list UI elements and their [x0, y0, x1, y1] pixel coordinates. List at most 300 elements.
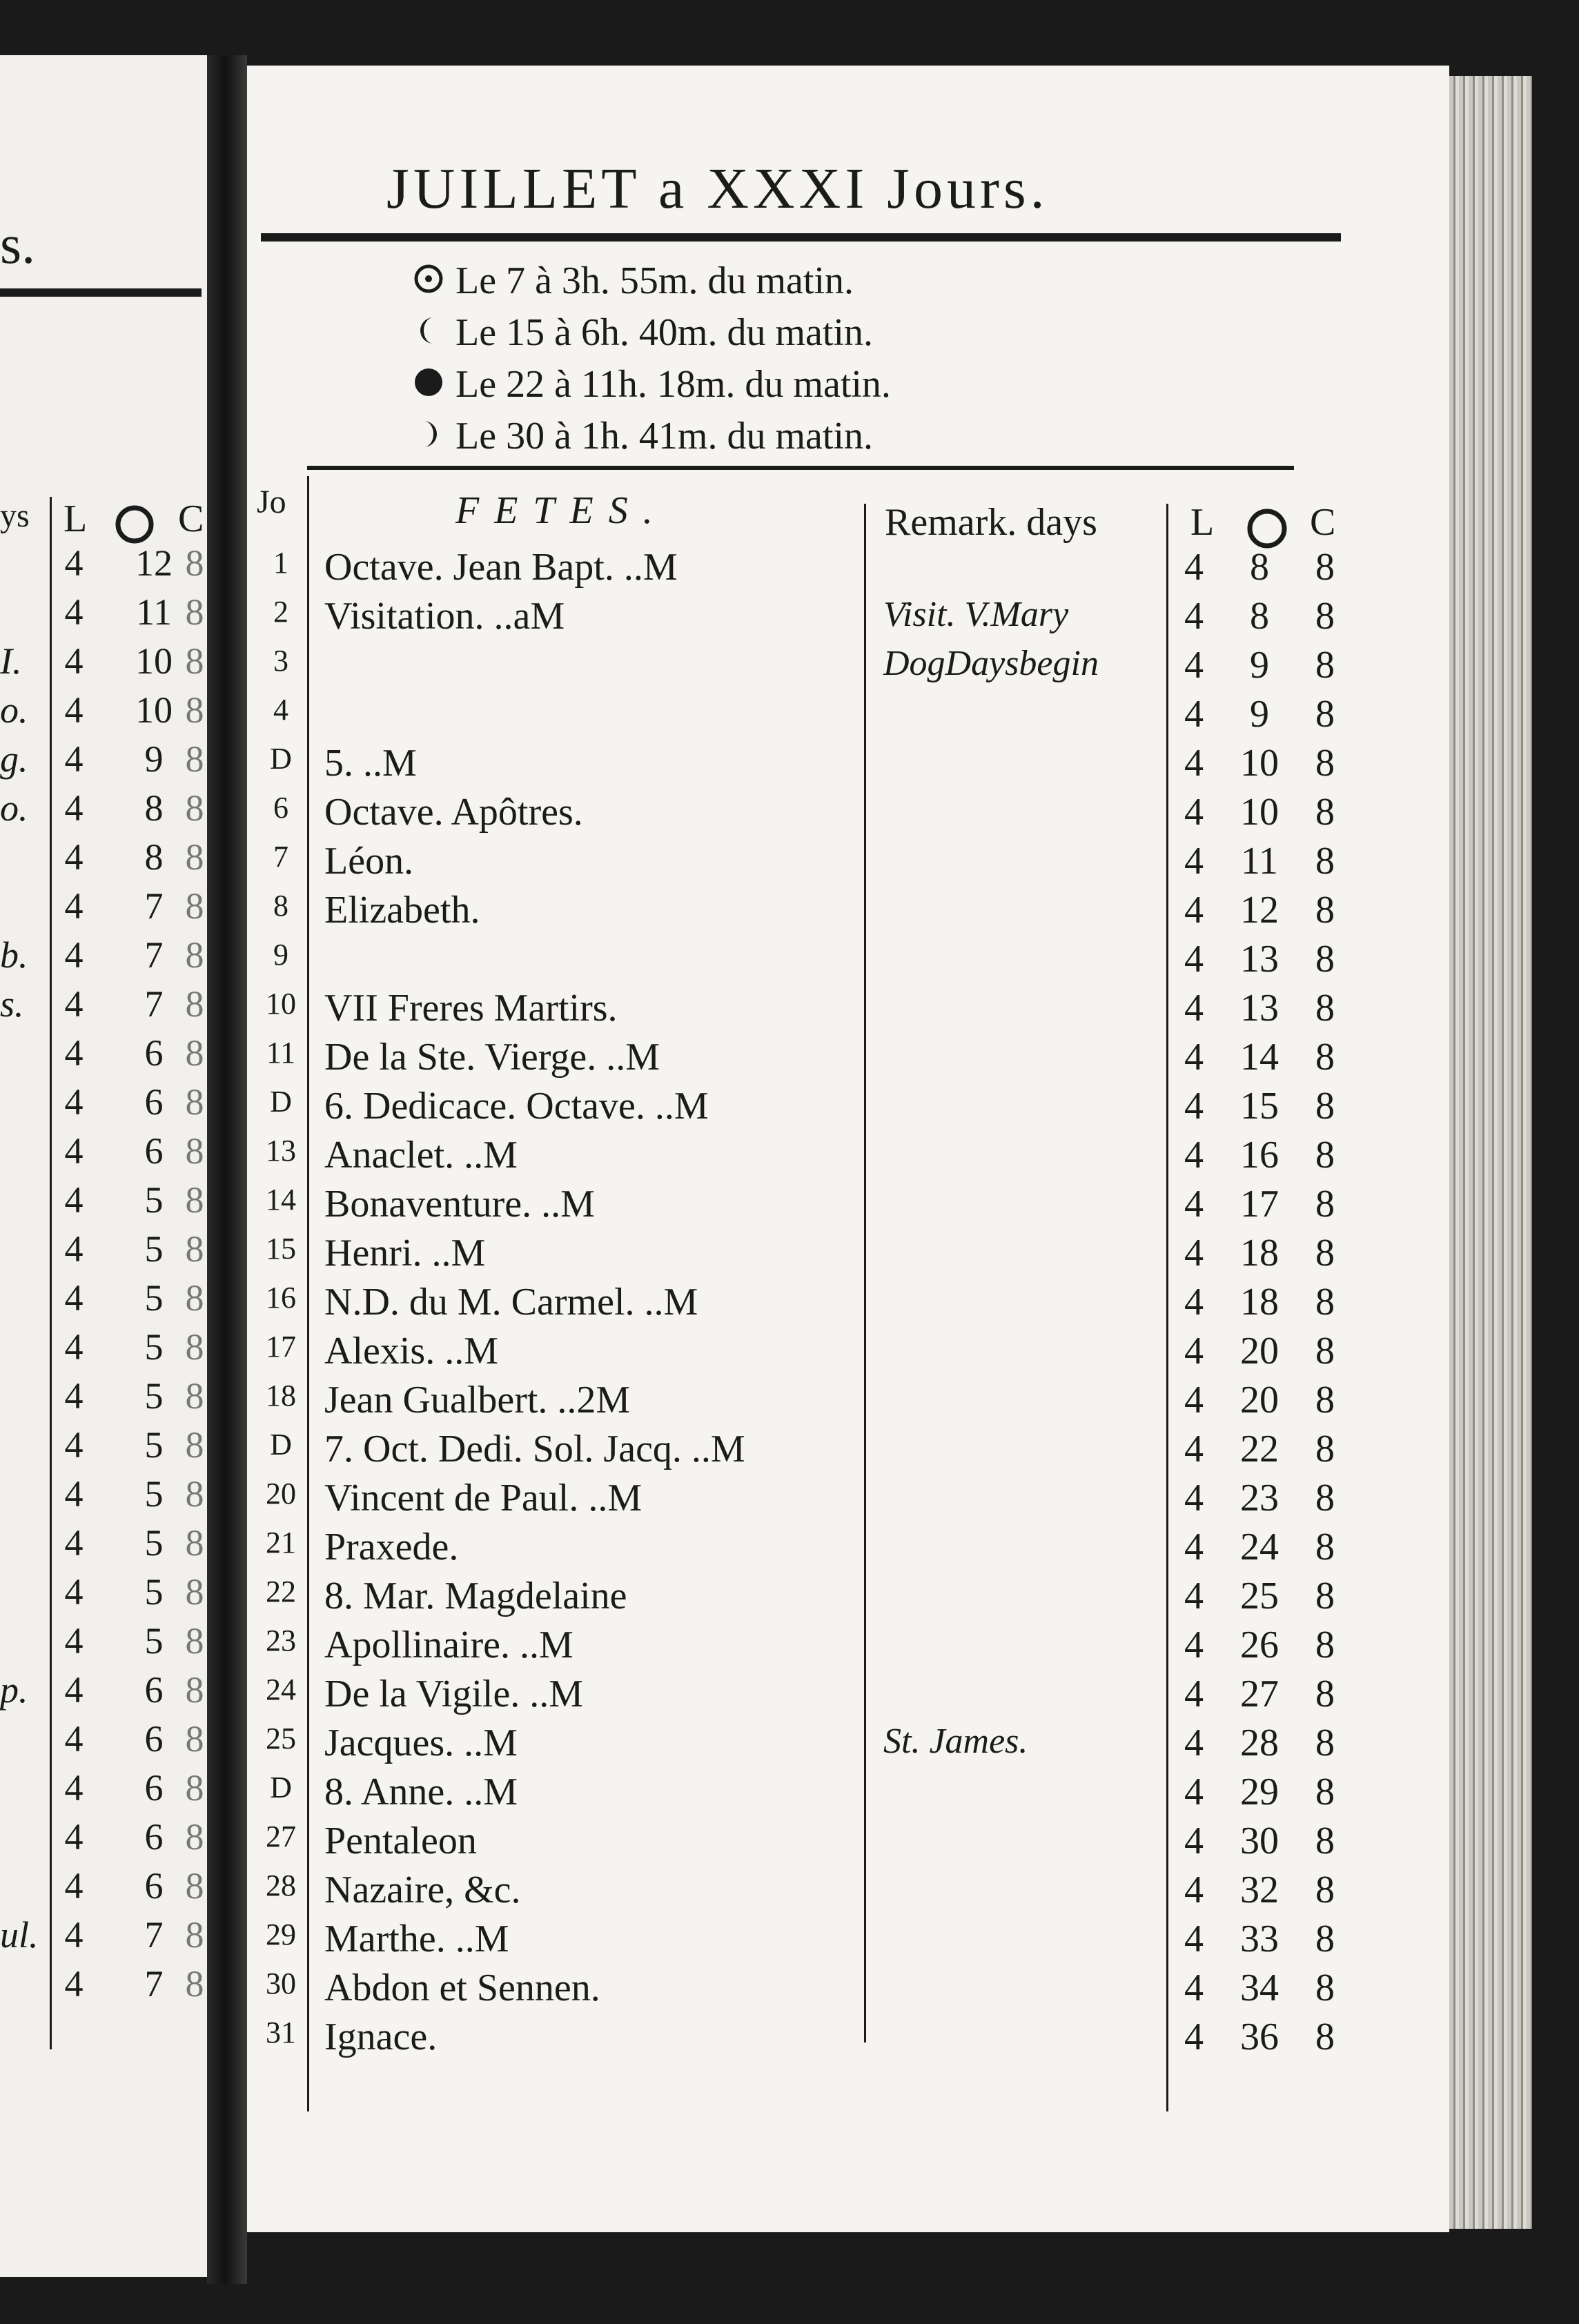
left-coucher-hour: 8	[185, 640, 204, 682]
left-coucher-hour: 8	[185, 1816, 204, 1858]
left-lever-hour: 4	[64, 1179, 84, 1221]
left-days-header: ys	[0, 498, 30, 534]
left-lever-minutes: 6	[144, 1865, 164, 1907]
left-lever-hour: 4	[64, 1914, 84, 1956]
lever-hour: 4	[1184, 1624, 1204, 1666]
feast-name: 7. Oct. Dedi. Sol. Jacq. ..M	[324, 1428, 745, 1470]
day-number: 4	[273, 693, 288, 727]
feast-name: De la Vigile. ..M	[324, 1673, 584, 1715]
day-number: 21	[266, 1526, 296, 1559]
lever-hour: 4	[1184, 1477, 1204, 1519]
lever-minutes: 20	[1240, 1330, 1279, 1372]
left-remark-fragment: I.	[0, 640, 22, 682]
day-number: 27	[266, 1820, 296, 1853]
day-number: 16	[266, 1281, 296, 1314]
header-sun-icon	[1246, 507, 1288, 550]
day-number: 6	[273, 791, 288, 825]
left-remark-fragment: ul.	[0, 1914, 39, 1956]
calendar-row	[0, 1231, 1449, 1279]
left-lever-hour: 4	[64, 1571, 84, 1613]
lever-hour: 4	[1184, 1673, 1204, 1715]
lever-hour: 4	[1184, 1722, 1204, 1764]
left-lever-minutes: 5	[144, 1326, 164, 1368]
left-coucher-hour: 8	[185, 1277, 204, 1319]
calendar-row	[0, 545, 1449, 593]
moon-phase-4-text: Le 30 à 1h. 41m. du matin.	[455, 415, 874, 457]
left-coucher-hour: 8	[185, 1326, 204, 1368]
day-number: 14	[266, 1183, 296, 1217]
lever-hour: 4	[1184, 1379, 1204, 1421]
coucher-hour: 8	[1315, 595, 1335, 638]
lever-hour: 4	[1184, 791, 1204, 834]
lever-minutes: 9	[1250, 693, 1269, 736]
feast-name: 8. Mar. Magdelaine	[324, 1575, 627, 1617]
feast-name: De la Ste. Vierge. ..M	[324, 1036, 660, 1079]
left-lever-minutes: 7	[144, 983, 164, 1025]
calendar-row	[0, 1623, 1449, 1671]
lever-minutes: 30	[1240, 1820, 1279, 1862]
left-coucher-hour: 8	[185, 542, 204, 584]
left-coucher-hour: 8	[185, 1473, 204, 1515]
left-coucher-hour: 8	[185, 1620, 204, 1662]
left-lever-hour: 4	[64, 1963, 84, 2005]
lever-hour: 4	[1184, 1085, 1204, 1127]
calendar-row	[0, 1672, 1449, 1720]
coucher-hour: 8	[1315, 938, 1335, 981]
coucher-hour: 8	[1315, 840, 1335, 883]
lever-minutes: 15	[1240, 1085, 1279, 1127]
left-lever-minutes: 6	[144, 1081, 164, 1123]
coucher-hour: 8	[1315, 644, 1335, 687]
lever-minutes: 18	[1240, 1281, 1279, 1323]
left-lever-hour: 4	[64, 542, 84, 584]
lever-minutes: 16	[1240, 1134, 1279, 1176]
day-number: 24	[266, 1673, 296, 1706]
left-lever-hour: 4	[64, 1375, 84, 1417]
lever-hour: 4	[1184, 1428, 1204, 1470]
left-lever-minutes: 10	[135, 689, 173, 731]
feast-name: Abdon et Sennen.	[324, 1967, 600, 2009]
day-number: 10	[266, 987, 296, 1021]
left-lever-hour: 4	[64, 983, 84, 1025]
moon-phase-2	[455, 311, 873, 355]
lever-minutes: 13	[1240, 987, 1279, 1030]
left-lever-hour: 4	[64, 1424, 84, 1466]
left-lever-minutes: 7	[144, 1914, 164, 1956]
left-lever-minutes: 9	[144, 738, 164, 780]
lever-minutes: 11	[1241, 840, 1278, 883]
first-quarter-icon	[413, 418, 444, 450]
moon-phase-3	[455, 362, 891, 406]
page-edges	[1449, 76, 1532, 2229]
feast-name: Henri. ..M	[324, 1232, 486, 1274]
lever-minutes: 28	[1240, 1722, 1279, 1764]
lever-minutes: 17	[1240, 1183, 1279, 1225]
left-lever-minutes: 8	[144, 836, 164, 878]
feast-name: 6. Dedicace. Octave. ..M	[324, 1085, 709, 1127]
title-rule	[261, 233, 1341, 242]
day-number: 7	[273, 840, 288, 874]
left-lever-minutes: 6	[144, 1130, 164, 1172]
header-fetes: FETES.	[455, 489, 668, 532]
left-remark-fragment: p.	[0, 1669, 28, 1711]
left-remark-fragment: b.	[0, 934, 28, 976]
left-lever-minutes: 6	[144, 1767, 164, 1809]
calendar-row	[0, 790, 1449, 838]
calendar-row	[0, 1868, 1449, 1916]
left-lever-minutes: 5	[144, 1473, 164, 1515]
lever-hour: 4	[1184, 693, 1204, 736]
lever-minutes: 26	[1240, 1624, 1279, 1666]
moon-phase-3-text: Le 22 à 11h. 18m. du matin.	[455, 363, 891, 406]
coucher-hour: 8	[1315, 1967, 1335, 2009]
day-number: 3	[273, 644, 288, 678]
day-number: 1	[273, 546, 288, 580]
calendar-row	[0, 1329, 1449, 1377]
full-moon-icon	[413, 263, 444, 295]
feast-name: Jean Gualbert. ..2M	[324, 1379, 631, 1421]
left-lever-hour: 4	[64, 1816, 84, 1858]
feast-name: VII Freres Martirs.	[324, 987, 618, 1030]
feast-name: N.D. du M. Carmel. ..M	[324, 1281, 698, 1323]
lever-minutes: 22	[1240, 1428, 1279, 1470]
left-lever-hour: 4	[64, 1718, 84, 1760]
day-number: 9	[273, 938, 288, 972]
feast-name: Bonaventure. ..M	[324, 1183, 595, 1225]
left-coucher-hour: 8	[185, 1228, 204, 1270]
lever-hour: 4	[1184, 1869, 1204, 1911]
lever-hour: 4	[1184, 1526, 1204, 1568]
header-C: C	[1310, 501, 1336, 544]
coucher-hour: 8	[1315, 1673, 1335, 1715]
left-coucher-hour: 8	[185, 1767, 204, 1809]
feast-name: 5. ..M	[324, 742, 417, 785]
lever-hour: 4	[1184, 595, 1204, 638]
left-coucher-hour: 8	[185, 787, 204, 829]
left-lever-hour: 4	[64, 1669, 84, 1711]
new-moon-icon	[413, 366, 444, 398]
coucher-hour: 8	[1315, 1575, 1335, 1617]
header-remarks: Remark. days	[885, 501, 1097, 544]
day-number: 25	[266, 1722, 296, 1755]
coucher-hour: 8	[1315, 791, 1335, 834]
calendar-row	[0, 1770, 1449, 1818]
calendar-row	[0, 594, 1449, 642]
left-lever-hour: 4	[64, 689, 84, 731]
lever-hour: 4	[1184, 1771, 1204, 1813]
day-number: 11	[266, 1036, 296, 1070]
day-number: 29	[266, 1918, 296, 1951]
calendar-row	[0, 937, 1449, 985]
left-lever-hour: 4	[64, 1326, 84, 1368]
lever-hour: 4	[1184, 1575, 1204, 1617]
coucher-hour: 8	[1315, 2016, 1335, 2058]
lever-minutes: 13	[1240, 938, 1279, 981]
left-lever-minutes: 7	[144, 1963, 164, 2005]
coucher-hour: 8	[1315, 1232, 1335, 1274]
coucher-hour: 8	[1315, 546, 1335, 589]
feast-name: Ignace.	[324, 2016, 438, 2058]
lever-minutes: 9	[1250, 644, 1269, 687]
left-lever-minutes: 7	[144, 885, 164, 927]
left-coucher-hour: 8	[185, 1130, 204, 1172]
feast-name: Elizabeth.	[324, 889, 480, 932]
left-lever-hour: 4	[64, 1228, 84, 1270]
left-coucher-hour: 8	[185, 1032, 204, 1074]
left-lever-hour: 4	[64, 1865, 84, 1907]
day-number: D	[270, 742, 292, 776]
feast-name: Léon.	[324, 840, 414, 883]
lever-minutes: 10	[1240, 791, 1279, 834]
left-lever-minutes: 6	[144, 1669, 164, 1711]
left-lever-hour: 4	[64, 787, 84, 829]
lever-minutes: 25	[1240, 1575, 1279, 1617]
lever-minutes: 34	[1240, 1967, 1279, 2009]
left-coucher-hour: 8	[185, 591, 204, 633]
feast-name: Vincent de Paul. ..M	[324, 1477, 643, 1519]
feast-name: Apollinaire. ..M	[324, 1624, 573, 1666]
coucher-hour: 8	[1315, 1183, 1335, 1225]
left-lever-minutes: 5	[144, 1179, 164, 1221]
left-lever-hour: 4	[64, 1032, 84, 1074]
day-number: 17	[266, 1330, 296, 1363]
lever-hour: 4	[1184, 938, 1204, 981]
day-number: D	[270, 1771, 292, 1804]
calendar-row	[0, 692, 1449, 740]
left-lever-hour: 4	[64, 1130, 84, 1172]
calendar-row	[0, 839, 1449, 887]
lever-hour: 4	[1184, 1820, 1204, 1862]
left-lever-hour: 4	[64, 1767, 84, 1809]
coucher-hour: 8	[1315, 1771, 1335, 1813]
left-lever-hour: 4	[64, 1522, 84, 1564]
left-lever-minutes: 6	[144, 1718, 164, 1760]
left-coucher-hour: 8	[185, 934, 204, 976]
coucher-hour: 8	[1315, 1918, 1335, 1960]
day-number: 30	[266, 1967, 296, 2000]
lever-hour: 4	[1184, 1134, 1204, 1176]
left-coucher-hour: 8	[185, 1081, 204, 1123]
day-number: 20	[266, 1477, 296, 1510]
feast-name: Anaclet. ..M	[324, 1134, 518, 1176]
page-title: JUILLET a XXXI Jours.	[386, 157, 1049, 221]
left-C-header: C	[178, 498, 204, 540]
left-coucher-hour: 8	[185, 836, 204, 878]
lever-hour: 4	[1184, 1918, 1204, 1960]
left-lever-hour: 4	[64, 738, 84, 780]
left-lever-minutes: 12	[135, 542, 173, 584]
left-coucher-hour: 8	[185, 885, 204, 927]
left-lever-minutes: 6	[144, 1032, 164, 1074]
lever-minutes: 10	[1240, 742, 1279, 785]
day-number: D	[270, 1428, 292, 1461]
feast-name: Marthe. ..M	[324, 1918, 509, 1960]
lever-hour: 4	[1184, 644, 1204, 687]
calendar-row	[0, 1966, 1449, 2014]
remark-text: Visit. V.Mary	[883, 595, 1069, 634]
calendar-row	[0, 1525, 1449, 1573]
moon-phase-2-text: Le 15 à 6h. 40m. du matin.	[455, 311, 874, 354]
feast-name: 8. Anne. ..M	[324, 1771, 518, 1813]
left-coucher-hour: 8	[185, 983, 204, 1025]
coucher-hour: 8	[1315, 693, 1335, 736]
left-coucher-hour: 8	[185, 689, 204, 731]
left-coucher-hour: 8	[185, 1914, 204, 1956]
left-lever-minutes: 5	[144, 1571, 164, 1613]
last-quarter-icon	[413, 315, 444, 346]
day-number: 18	[266, 1379, 296, 1412]
header-L: L	[1190, 501, 1215, 544]
feast-name: Jacques. ..M	[324, 1722, 518, 1764]
header-jo: Jo	[257, 484, 286, 520]
left-lever-minutes: 5	[144, 1277, 164, 1319]
coucher-hour: 8	[1315, 1526, 1335, 1568]
left-remark-fragment: o.	[0, 787, 28, 829]
coucher-hour: 8	[1315, 1428, 1335, 1470]
lever-minutes: 32	[1240, 1869, 1279, 1911]
left-coucher-hour: 8	[185, 1865, 204, 1907]
lever-minutes: 23	[1240, 1477, 1279, 1519]
coucher-hour: 8	[1315, 1134, 1335, 1176]
left-lever-hour: 4	[64, 1473, 84, 1515]
lever-minutes: 27	[1240, 1673, 1279, 1715]
left-coucher-hour: 8	[185, 1179, 204, 1221]
coucher-hour: 8	[1315, 742, 1335, 785]
left-lever-hour: 4	[64, 934, 84, 976]
calendar-row	[0, 1476, 1449, 1524]
left-remark-fragment: o.	[0, 689, 28, 731]
moon-phase-4	[455, 414, 873, 458]
calendar-row	[0, 888, 1449, 936]
calendar-row	[0, 1133, 1449, 1181]
day-number: 28	[266, 1869, 296, 1902]
left-lever-hour: 4	[64, 885, 84, 927]
coucher-hour: 8	[1315, 889, 1335, 932]
left-lever-hour: 4	[64, 640, 84, 682]
lever-hour: 4	[1184, 987, 1204, 1030]
coucher-hour: 8	[1315, 1085, 1335, 1127]
left-lever-hour: 4	[64, 1620, 84, 1662]
coucher-hour: 8	[1315, 1036, 1335, 1079]
lever-minutes: 8	[1250, 595, 1269, 638]
left-lever-hour: 4	[64, 1277, 84, 1319]
coucher-hour: 8	[1315, 1477, 1335, 1519]
lever-hour: 4	[1184, 1036, 1204, 1079]
calendar-row	[0, 1574, 1449, 1622]
left-coucher-hour: 8	[185, 1718, 204, 1760]
feast-name: Octave. Apôtres.	[324, 791, 583, 834]
lever-minutes: 8	[1250, 546, 1269, 589]
calendar-row	[0, 1721, 1449, 1769]
phases-rule	[307, 466, 1294, 470]
left-lever-minutes: 11	[136, 591, 172, 633]
lever-hour: 4	[1184, 1183, 1204, 1225]
coucher-hour: 8	[1315, 1722, 1335, 1764]
day-number: 15	[266, 1232, 296, 1266]
feast-name: Pentaleon	[324, 1820, 477, 1862]
coucher-hour: 8	[1315, 1869, 1335, 1911]
lever-minutes: 18	[1240, 1232, 1279, 1274]
lever-minutes: 20	[1240, 1379, 1279, 1421]
day-number: 23	[266, 1624, 296, 1657]
calendar-row	[0, 986, 1449, 1034]
lever-hour: 4	[1184, 889, 1204, 932]
left-coucher-hour: 8	[185, 1669, 204, 1711]
calendar-row	[0, 1280, 1449, 1328]
lever-hour: 4	[1184, 1967, 1204, 2009]
lever-minutes: 36	[1240, 2016, 1279, 2058]
day-number: D	[270, 1085, 292, 1119]
coucher-hour: 8	[1315, 987, 1335, 1030]
remark-text: St. James.	[883, 1722, 1028, 1761]
left-lever-minutes: 5	[144, 1375, 164, 1417]
calendar-row	[0, 741, 1449, 789]
left-lever-minutes: 8	[144, 787, 164, 829]
coucher-hour: 8	[1315, 1820, 1335, 1862]
calendar-row	[0, 2015, 1449, 2063]
moon-phase-1	[455, 259, 854, 303]
feast-name: Praxede.	[324, 1526, 459, 1568]
day-number: 22	[266, 1575, 296, 1608]
left-coucher-hour: 8	[185, 1963, 204, 2005]
left-coucher-hour: 8	[185, 1424, 204, 1466]
lever-hour: 4	[1184, 546, 1204, 589]
left-lever-minutes: 6	[144, 1816, 164, 1858]
left-lever-minutes: 5	[144, 1228, 164, 1270]
left-lever-minutes: 5	[144, 1620, 164, 1662]
calendar-row	[0, 1427, 1449, 1475]
remark-text: DogDaysbegin	[883, 644, 1099, 683]
lever-hour: 4	[1184, 742, 1204, 785]
lever-minutes: 12	[1240, 889, 1279, 932]
left-coucher-hour: 8	[185, 1375, 204, 1417]
left-lever-hour: 4	[64, 591, 84, 633]
feast-name: Nazaire, &c.	[324, 1869, 521, 1911]
day-number: 13	[266, 1134, 296, 1168]
left-lever-minutes: 5	[144, 1522, 164, 1564]
feast-name: Alexis. ..M	[324, 1330, 498, 1372]
left-lever-minutes: 7	[144, 934, 164, 976]
left-coucher-hour: 8	[185, 738, 204, 780]
calendar-row	[0, 1819, 1449, 1867]
coucher-hour: 8	[1315, 1379, 1335, 1421]
lever-minutes: 24	[1240, 1526, 1279, 1568]
moon-phase-1-text: Le 7 à 3h. 55m. du matin.	[455, 259, 854, 302]
calendar-row	[0, 1084, 1449, 1132]
lever-hour: 4	[1184, 840, 1204, 883]
lever-hour: 4	[1184, 2016, 1204, 2058]
left-coucher-hour: 8	[185, 1522, 204, 1564]
day-number: 2	[273, 595, 288, 629]
calendar-row	[0, 1378, 1449, 1426]
left-remark-fragment: s.	[0, 983, 24, 1025]
lever-minutes: 29	[1240, 1771, 1279, 1813]
coucher-hour: 8	[1315, 1330, 1335, 1372]
coucher-hour: 8	[1315, 1624, 1335, 1666]
lever-hour: 4	[1184, 1281, 1204, 1323]
left-remark-fragment: g.	[0, 738, 28, 780]
feast-name: Visitation. ..aM	[324, 595, 565, 638]
left-coucher-hour: 8	[185, 1571, 204, 1613]
coucher-hour: 8	[1315, 1281, 1335, 1323]
calendar-row	[0, 1182, 1449, 1230]
lever-minutes: 14	[1240, 1036, 1279, 1079]
lever-hour: 4	[1184, 1232, 1204, 1274]
left-lever-minutes: 5	[144, 1424, 164, 1466]
left-page-title: s.	[0, 215, 36, 275]
calendar-row	[0, 1035, 1449, 1083]
left-lever-hour: 4	[64, 836, 84, 878]
